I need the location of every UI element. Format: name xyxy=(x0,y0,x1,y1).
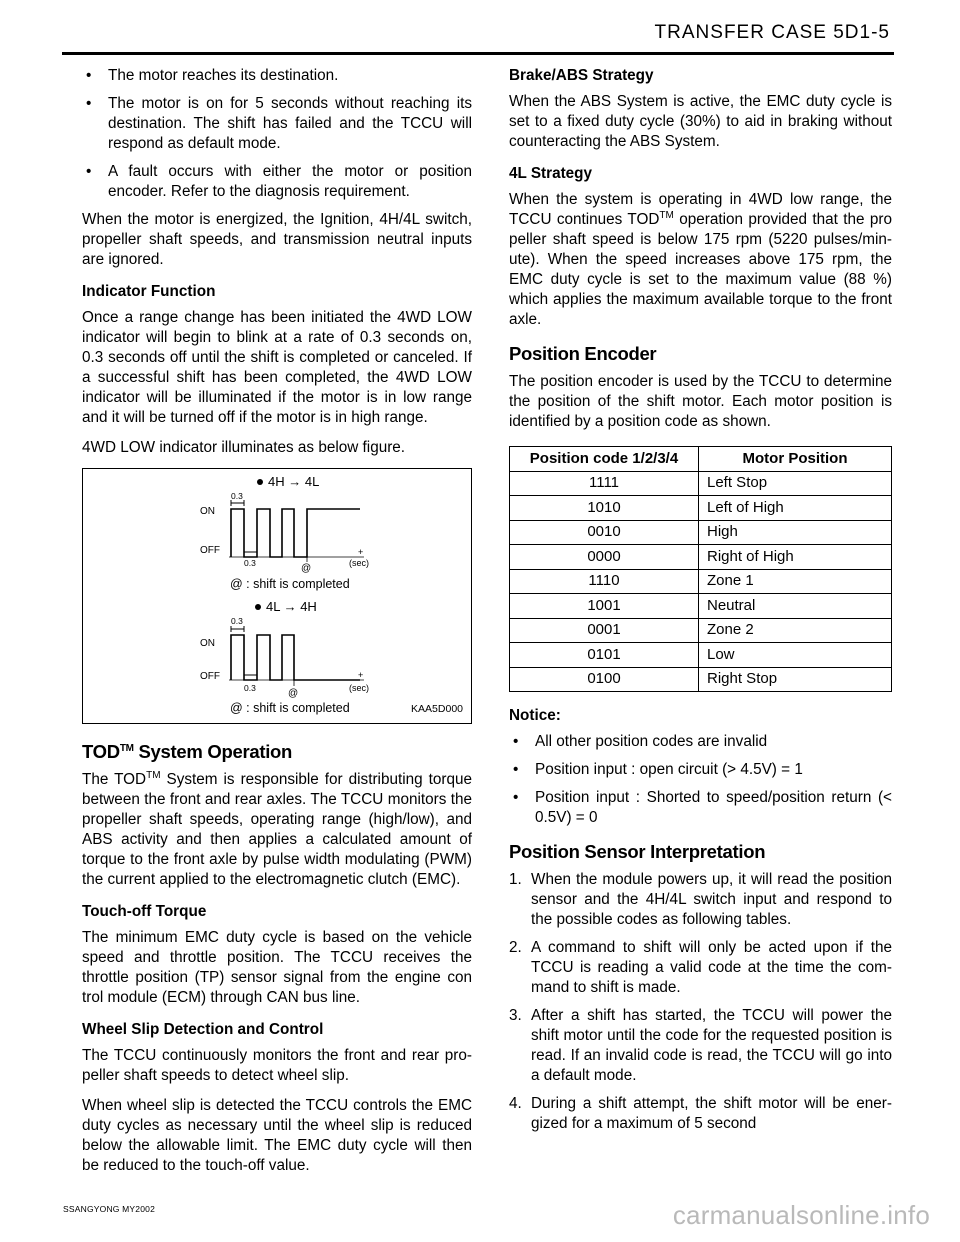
tod-system-heading: TOD™ System Operation xyxy=(82,741,293,762)
sec-label: (sec) xyxy=(349,558,369,568)
position-sensor-heading: Position Sensor Interpretation xyxy=(509,841,766,862)
motor-position-cell: High xyxy=(699,520,892,545)
shift-complete-marker: @ xyxy=(288,688,299,699)
motor-position-cell: Zone 1 xyxy=(699,569,892,594)
right-column xyxy=(509,66,892,1142)
pulse-off-label: 0.3 xyxy=(244,558,256,568)
list-item: • Position input : open circuit (> 4.5V) = 1 xyxy=(513,761,803,778)
off-label: OFF xyxy=(200,671,220,682)
touchoff-heading: Touch-off Torque xyxy=(82,903,207,920)
list-item: 1. When the module powers up, it will read the position sensor and the 4H/4L switch input and respond to the possible codes as following tables. xyxy=(509,871,892,928)
brake-abs-heading: Brake/ABS Strategy xyxy=(509,67,654,84)
list-item: 3. After a shift has started, the TCCU will power the shift motor until the code for the requested position is read. If an invalid code is read, the TCCU will go into a default mode. xyxy=(509,1007,892,1084)
notice-heading: Notice: xyxy=(509,707,561,724)
timing-diagram xyxy=(83,469,471,723)
brake-abs-paragraph: When the ABS System is active, the EMC duty cycle is set to a fixed duty cycle (30%) to aid in braking without counteracting the ABS System. xyxy=(509,93,892,150)
position-code-cell: 0101 xyxy=(510,643,699,668)
indicator-heading: Indicator Function xyxy=(82,283,216,300)
motor-position-cell: Left of High xyxy=(699,496,892,521)
motor-position-cell: Right Stop xyxy=(699,667,892,692)
footer-text: SSANGYONG MY2002 xyxy=(63,1204,156,1214)
sec-label: (sec) xyxy=(349,683,369,693)
bullet-icon: • xyxy=(513,761,519,778)
table-row xyxy=(510,471,892,496)
bottom-signal-waveform xyxy=(231,635,360,680)
bullet-icon: • xyxy=(513,733,519,750)
figure-code: KAA5D000 xyxy=(411,703,463,715)
position-code-cell: 0000 xyxy=(510,545,699,570)
position-encoder-paragraph: The position encoder is used by the TCCU to determine the position of the shift motor. Each motor position is identified by a position code as shown. xyxy=(509,373,892,430)
position-code-cell: 0010 xyxy=(510,520,699,545)
title-dot-icon xyxy=(255,604,261,610)
title-dot-icon xyxy=(257,479,263,485)
bottom-diagram-title: 4L → 4H xyxy=(266,599,317,614)
table-row xyxy=(510,594,892,619)
position-code-table xyxy=(509,446,892,692)
position-code-cell: 1110 xyxy=(510,569,699,594)
bullet-icon: • xyxy=(513,789,519,806)
wheelslip-heading: Wheel Slip Detection and Control xyxy=(82,1021,324,1038)
list-item: • The motor reaches its destination. xyxy=(86,67,339,84)
list-item: 2. A command to shift will only be acted upon if the TCCU is reading a valid code at the time the com- mand to shift is made. xyxy=(509,939,892,996)
indicator-timing-figure xyxy=(82,468,472,724)
top-diagram-title: 4H → 4L xyxy=(268,474,320,489)
column-header: Position code 1/2/3/4 xyxy=(510,447,699,472)
bullet-icon: • xyxy=(86,67,92,84)
list-item: • Position input : Shorted to speed/position return (< 0.5V) = 0 xyxy=(513,789,892,826)
position-code-cell: 0100 xyxy=(510,667,699,692)
on-label: ON xyxy=(200,506,215,517)
list-item: • A fault occurs with either the motor or position encoder. Refer to the diagnosis requirement. xyxy=(86,163,472,200)
table-row xyxy=(510,667,892,692)
bullet-icon: • xyxy=(86,163,92,180)
table-row xyxy=(510,569,892,594)
position-code-cell: 1010 xyxy=(510,496,699,521)
position-code-cell: 0001 xyxy=(510,618,699,643)
table-row xyxy=(510,618,892,643)
pulse-on-label: 0.3 xyxy=(231,491,243,501)
fourl-strategy-paragraph: When the system is operating in 4WD low range, the TCCU continues TOD™ operation provided that the pro peller shaft speed is below 175 rpm (5220 pulses/min- ute). When the speed increases above 175 rpm, the EMC duty cycle is set to the maximum value (88 %) which applies the maximum available torque to the front axle. xyxy=(509,191,892,328)
list-item: 4. During a shift attempt, the shift motor will be ener- gized for a maximum of 5 second xyxy=(509,1095,892,1132)
list-item: • The motor is on for 5 seconds without reaching its destination. The shift has failed and the TCCU will respond as default mode. xyxy=(86,95,472,152)
indicator-paragraph: Once a range change has been initiated the 4WD LOW indicator will begin to blink at a rate of 0.3 seconds on, 0.3 seconds off until the shift is completed or canceled. If a successful shift has been completed, the 4WD LOW indicator will be illuminated if the motor is in low range and it will be turned off if the motor is in high range. xyxy=(82,309,472,426)
header-rule xyxy=(62,52,894,55)
wheelslip-paragraph-2: When wheel slip is detected the TCCU controls the EMC duty cycles as necessary until the wheel slip is reduced below the allowable limit. The EMC duty cycle will then be reduced to the touch-off value. xyxy=(82,1097,472,1174)
bottom-caption: @ : shift is completed xyxy=(230,701,350,715)
table-row xyxy=(510,520,892,545)
top-signal-waveform xyxy=(231,509,360,557)
tod-system-paragraph: The TOD™ System is responsible for distributing torque between the front and rear axles. The TCCU monitors the propeller shaft speeds, operating range (high/low), and ABS activity and then applies a calculated amount of torque to the front axle by pulse width modulating (PWM) the current applied to the electromagnetic clutch (EMC). xyxy=(82,769,472,888)
off-label: OFF xyxy=(200,545,220,556)
shift-complete-marker: @ xyxy=(301,563,312,574)
table-header-row xyxy=(510,447,892,472)
position-code-cell: 1111 xyxy=(510,471,699,496)
table-row xyxy=(510,643,892,668)
energized-paragraph: When the motor is energized, the Ignition, 4H/4L switch, propeller shaft speeds, and transmission neutral inputs are ignored. xyxy=(82,211,472,268)
top-caption: @ : shift is completed xyxy=(230,577,350,591)
motor-position-cell: Zone 2 xyxy=(699,618,892,643)
column-header: Motor Position xyxy=(699,447,892,472)
table-row xyxy=(510,496,892,521)
fourl-strategy-heading: 4L Strategy xyxy=(509,165,593,182)
indicator-figure-intro: 4WD LOW indicator illuminates as below figure. xyxy=(82,439,406,456)
list-item: • All other position codes are invalid xyxy=(513,733,768,750)
motor-position-cell: Neutral xyxy=(699,594,892,619)
pulse-off-label: 0.3 xyxy=(244,683,256,693)
on-label: ON xyxy=(200,638,215,649)
bullet-icon: • xyxy=(86,95,92,112)
wheelslip-paragraph-1: The TCCU continuously monitors the front and rear pro- peller shaft speeds to detect wheel slip. xyxy=(82,1047,472,1084)
axis-arrow-icon: + xyxy=(358,670,364,680)
position-encoder-heading: Position Encoder xyxy=(509,343,657,364)
touchoff-paragraph: The minimum EMC duty cycle is based on the vehicle speed and throttle position. The TCCU receives the throttle position (TP) sensor signal from the engine con trol module (ECM) through CAN bus line. xyxy=(82,929,472,1006)
pulse-on-label: 0.3 xyxy=(231,616,243,626)
table-row xyxy=(510,545,892,570)
page-title: TRANSFER CASE 5D1-5 xyxy=(654,22,890,43)
left-column xyxy=(82,66,472,1186)
motor-position-cell: Low xyxy=(699,643,892,668)
motor-position-cell: Right of High xyxy=(699,545,892,570)
axis-arrow-icon: + xyxy=(358,547,364,557)
motor-position-cell: Left Stop xyxy=(699,471,892,496)
watermark: carmanualsonline.info xyxy=(672,1200,930,1230)
position-code-cell: 1001 xyxy=(510,594,699,619)
